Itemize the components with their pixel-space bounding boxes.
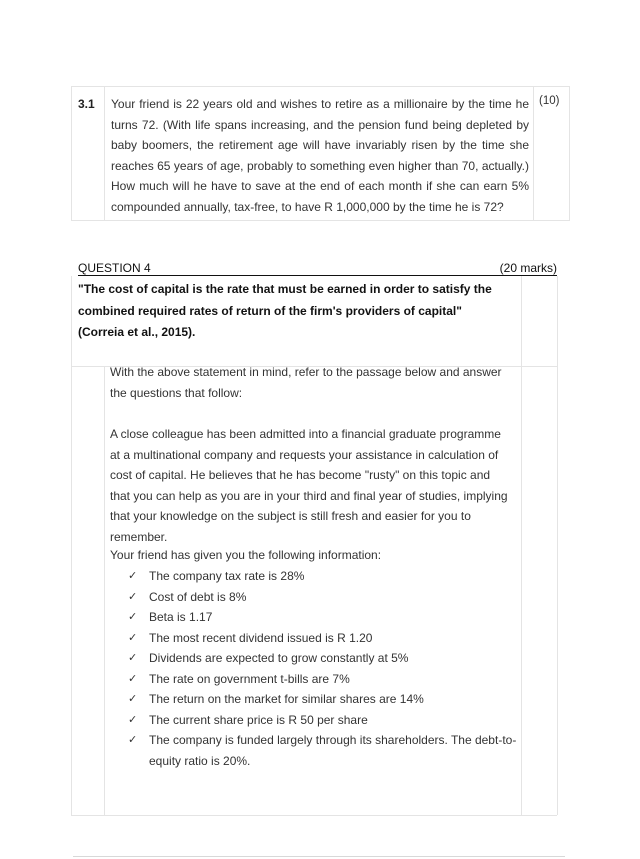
question-marks: (10) (539, 95, 560, 107)
q31-table-right-border (569, 86, 570, 220)
instruction-paragraph: With the above statement in mind, refer to the passage below and answer the questions that follow: (110, 365, 502, 400)
checkmark-icon: ✓ (128, 712, 138, 726)
checkmark-icon: ✓ (128, 733, 138, 746)
list-item: ✓ Beta is 1.17 (128, 607, 518, 628)
checkmark-icon: ✓ (128, 671, 138, 685)
page-footer-rule (73, 856, 565, 857)
list-item: ✓ The company is funded largely through its shareholders. The debt-to-equity ratio is 20%. (128, 730, 518, 771)
list-item: ✓ The rate on government t-bills are 7% (128, 669, 518, 690)
checkmark-icon: ✓ (128, 692, 138, 705)
checkmark-icon: ✓ (128, 589, 138, 603)
question-number: 3.1 (78, 97, 95, 111)
list-item: ✓ The most recent dividend issued is R 1.20 (128, 628, 518, 649)
list-item: ✓ The current share price is R 50 per share (128, 710, 518, 731)
q31-marks-divider (533, 86, 534, 220)
question-text: Your friend is 22 years old and wishes to retire as a millionaire by the time he turns 72. (With life spans increasing, and the pension fund being depleted by baby boomers, the retirement age will have invariably risen by the time she reaches 65 years of age, probably to something even higher than 70, actually.) How much will he have to save at the end of each month if she can earn 5% compounded annually, tax-free, to have R 1,000,000 by the time he is 72? (111, 97, 529, 214)
q31-table-divider (104, 86, 105, 220)
list-item: ✓ Dividends are expected to grow constantly at 5% (128, 648, 518, 669)
checkmark-icon: ✓ (128, 569, 138, 582)
question-4-underline (78, 275, 557, 276)
list-item: ✓ The company tax rate is 28% (128, 566, 518, 587)
cost-of-capital-quote: "The cost of capital is the rate that must be earned in order to satisfy the combined required rates of return of the firm's providers of capital" (Correia et al., 2015). (78, 282, 492, 339)
q4-marks-divider (521, 276, 522, 815)
q31-table-top-border (71, 86, 570, 87)
question-4-marks: (20 marks) (499, 261, 557, 275)
q4-table-right-border (557, 276, 558, 815)
q31-table-left-border (71, 86, 72, 220)
q31-table-bottom-border (71, 220, 570, 221)
q4-table-bottom-border (71, 815, 557, 816)
list-item: ✓ Cost of debt is 8% (128, 587, 518, 608)
scenario-paragraph: A close colleague has been admitted into a financial graduate programme at a multinational company and requests your assistance in calculation of cost of capital. He believes that he has become "rusty" on this topic and that you can help as you are in your third and final year of studies, implying that your knowledge on the subject is still fresh and easier for you to remember. (110, 427, 508, 544)
checkmark-icon: ✓ (128, 610, 138, 623)
information-intro: Your friend has given you the following information: (110, 548, 382, 562)
q4-table-left-border (71, 276, 72, 815)
question-4-title: QUESTION 4 (78, 261, 151, 275)
q4-inner-divider (104, 366, 105, 815)
checkmark-icon: ✓ (128, 651, 138, 664)
checkmark-icon: ✓ (128, 630, 138, 644)
list-item: ✓ The return on the market for similar shares are 14% (128, 689, 518, 710)
information-list (128, 566, 518, 771)
